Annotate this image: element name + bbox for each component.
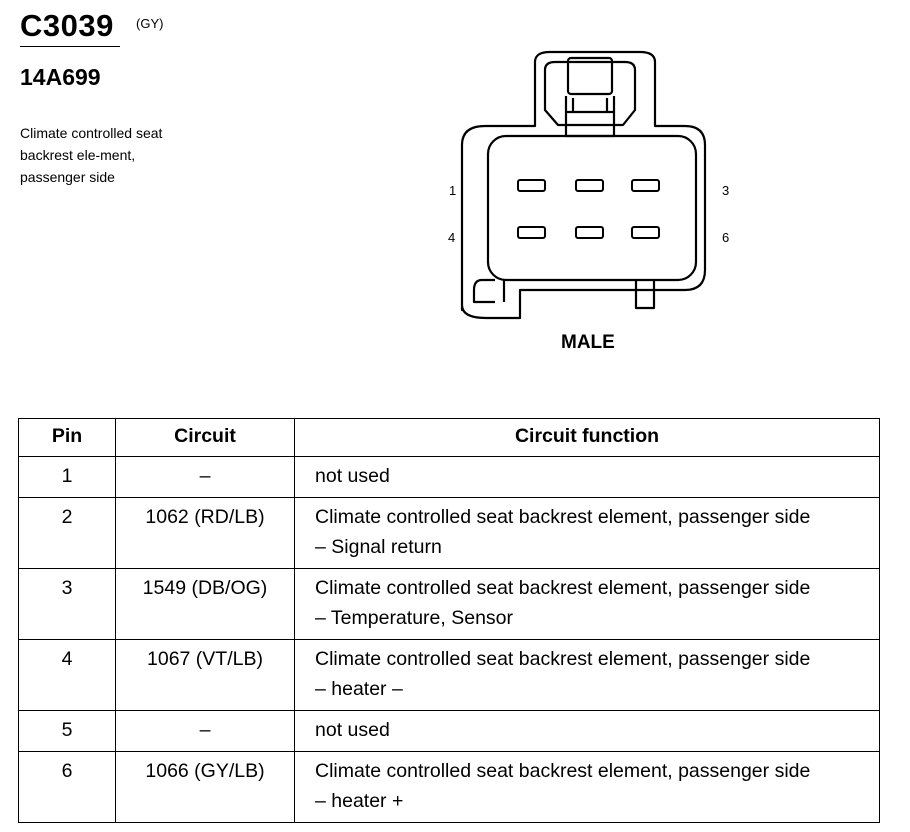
cell-pin: 5 (19, 711, 116, 752)
part-number: 14A699 (20, 64, 101, 90)
table-row (19, 711, 880, 752)
cell-pin: 1 (19, 457, 116, 498)
cell-circuit: 1062 (RD/LB) (116, 498, 295, 569)
cell-pin: 6 (19, 752, 116, 823)
connector-description: Climate controlled seat backrest ele-ment, passenger side (20, 125, 163, 185)
pin-cavity-3 (632, 180, 659, 191)
pin-label-1: 1 (449, 183, 457, 198)
cell-function: not used (295, 457, 880, 498)
pin-cavity-5 (576, 227, 603, 238)
pin-label-4: 4 (448, 230, 456, 245)
connector-id: C3039 (20, 8, 114, 43)
pin-cavity-6 (632, 227, 659, 238)
table-row (19, 569, 880, 640)
cell-circuit: – (116, 457, 295, 498)
cell-function: Climate controlled seat backrest element, passenger side – heater + (295, 752, 880, 823)
gender-label: MALE (561, 332, 615, 353)
latch-block (568, 58, 612, 94)
cell-circuit: – (116, 711, 295, 752)
cell-function: Climate controlled seat backrest element, passenger side – Signal return (295, 498, 880, 569)
pinout-table (18, 418, 880, 823)
cell-function: Climate controlled seat backrest element, passenger side – heater – (295, 640, 880, 711)
title-underline (20, 46, 120, 47)
pin-label-6: 6 (722, 230, 730, 245)
header-circuit: Circuit (116, 419, 295, 457)
header-pin: Pin (19, 419, 116, 457)
cell-circuit: 1549 (DB/OG) (116, 569, 295, 640)
cell-function: Climate controlled seat backrest element, passenger side – Temperature, Sensor (295, 569, 880, 640)
right-post (636, 280, 654, 308)
side-foot (474, 280, 495, 302)
cell-circuit: 1066 (GY/LB) (116, 752, 295, 823)
header-function: Circuit function (295, 419, 880, 457)
table-row (19, 498, 880, 569)
inner-body (488, 136, 696, 280)
pin-cavity-4 (518, 227, 545, 238)
connector-face-diagram (440, 40, 740, 330)
cell-pin: 4 (19, 640, 116, 711)
table-row (19, 640, 880, 711)
cell-pin: 2 (19, 498, 116, 569)
pin-cavity-1 (518, 180, 545, 191)
color-code: (GY) (136, 16, 164, 31)
table-row (19, 752, 880, 823)
cell-circuit: 1067 (VT/LB) (116, 640, 295, 711)
table-header-row (19, 419, 880, 457)
pin-cavity-2 (576, 180, 603, 191)
pin-label-3: 3 (722, 183, 730, 198)
cell-pin: 3 (19, 569, 116, 640)
cell-function: not used (295, 711, 880, 752)
table-row (19, 457, 880, 498)
